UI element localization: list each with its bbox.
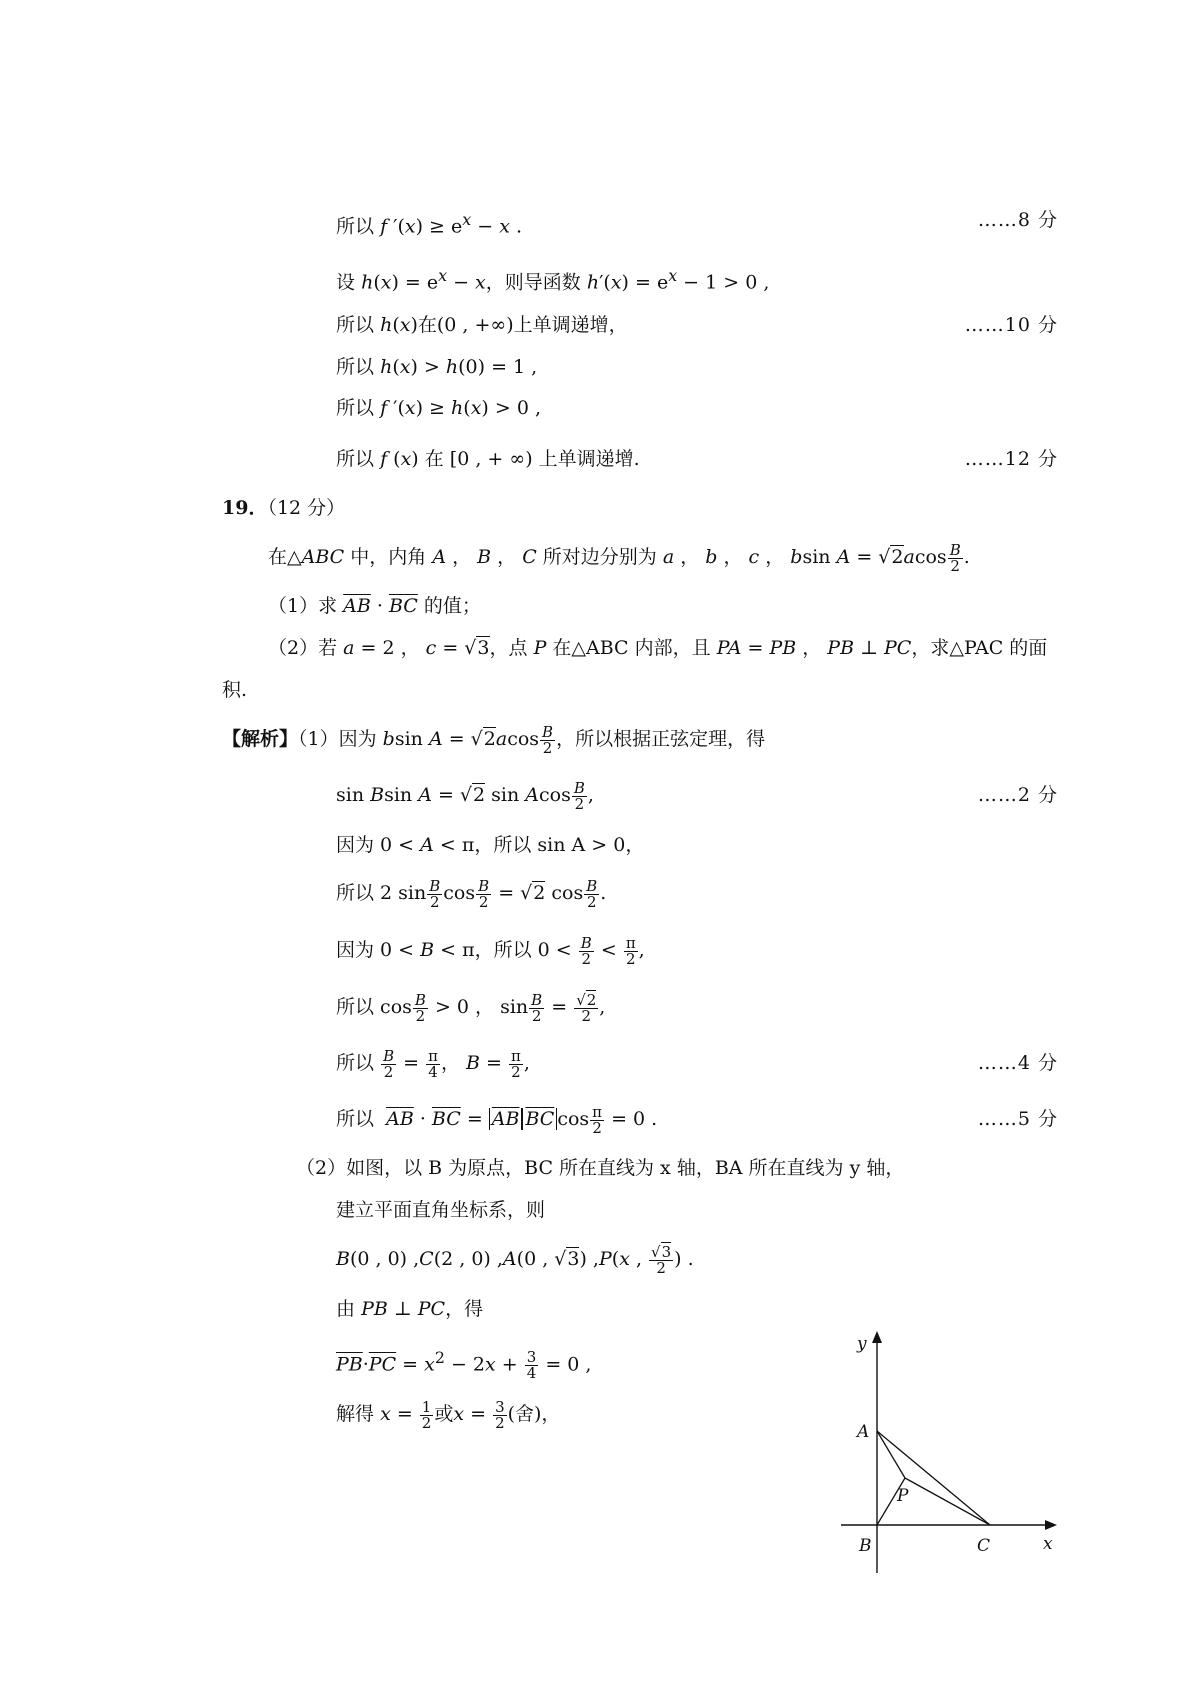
solution-line-equation: $\overline{PB}\cdot\overline{PC} = x^2 - 2x$ + $\frac{3}{4}$ = 0 ,: [336, 1347, 592, 1382]
score-10: ……10 分: [964, 314, 1058, 336]
question-score: （12 分）: [267, 497, 346, 519]
question-19-stem: 在△ABC 中，内角 A ， B ， C 所对边分别为 a ， b ， c ， bsin A = √2acos $\frac{B}{2}$ .: [268, 540, 970, 575]
question-19-part-2: （2）若 a = 2 ， c = √3，点 P 在△ABC 内部，且 PA = PB ， PB ⊥ PC，求△PAC 的面: [268, 637, 1048, 659]
question-number: 19．: [222, 497, 268, 519]
question-19-part-2-wrap: 积.: [222, 679, 248, 701]
solution-line-range-A: 因为 0 < A < π，所以 sin A > 0，: [336, 834, 645, 856]
analysis-label: 【解析】: [222, 728, 299, 750]
solution-part-1-intro: 【解析】（1）因为 bsin A = √2acos $\frac{B}{2}$ ，所以根据正弦定理，得: [222, 722, 766, 757]
point-label-A: A: [857, 1422, 870, 1442]
point-label-B: B: [859, 1536, 872, 1556]
point-label-C: C: [977, 1536, 991, 1556]
segment-AC: [877, 1431, 990, 1525]
solution-line-sine-law: sin Bsin A = √2 sin Acos $\frac{B}{2}$ , ……2 分: [0, 772, 1200, 818]
score-12: ……12 分: [964, 448, 1058, 470]
point-label-P: P: [897, 1486, 909, 1506]
segment-AP: [877, 1431, 905, 1478]
solution-line-solve: 解得 x = $\frac{1}{2}$ 或x = $\frac{3}{2}$ (舍)，: [336, 1397, 561, 1432]
solution-line-sin-half-B: 所以 cos $\frac{B}{2}$ > 0 ， sin $\frac{B}{2}$ = $\frac{√2}{2}$ ,: [336, 990, 606, 1025]
coordinate-figure: [805, 1325, 1065, 1575]
solution-part-2-line-1: （2）如图，以 B 为原点，BC 所在直线为 x 轴，BA 所在直线为 y 轴，: [296, 1157, 905, 1179]
axis-label-y: y: [857, 1334, 867, 1354]
solution-line-dot-product: 所以 $\overline{AB} \cdot \overline{BC} = \overline{AB}$ $\overline{BC}$ cos $\frac{\pi}{2}$ = 0 . ……5 分: [0, 1096, 1200, 1142]
axis-label-x: x: [1043, 1534, 1053, 1554]
solution-part-2-line-2: 建立平面直角坐标系，则: [336, 1199, 546, 1221]
score-4: ……4 分: [977, 1052, 1058, 1074]
solution-line-fprime-gt-0: 所以 f ′(x) ≥ h(x) > 0 ,: [336, 397, 542, 419]
solution-line-h-increasing: 所以 h(x)在(0 , +∞)上单调递增， ……10 分: [0, 302, 1200, 348]
segment-PC: [905, 1478, 990, 1525]
solution-line-perpendicular: 由 PB ⊥ PC，得: [336, 1298, 484, 1320]
solution-line-fprime-geq: 所以 f $'(x) \ge e^x - x$ . ……8 分: [0, 197, 1200, 243]
score-8: ……8 分: [977, 209, 1058, 231]
solution-line-double-angle: 所以 2 sin $\frac{B}{2}$ cos $\frac{B}{2}$ = √2 cos $\frac{B}{2}$ .: [336, 876, 607, 911]
solution-line-coordinates: B(0 , 0) ,C(2 , 0) ,A(0 , √3) ,P(x , $\frac{√3}{2}$ ) .: [336, 1242, 694, 1277]
prefix: 所以: [336, 215, 375, 238]
solution-line-f-increasing: 所以 f (x) 在 [0 , + ∞) 上单调递增. ……12 分: [0, 436, 1200, 482]
solution-line-range-B: 因为 0 < B < π，所以 0 < $\frac{B}{2}$ < $\frac{\pi}{2}$ ,: [336, 933, 645, 968]
score-5: ……5 分: [977, 1108, 1058, 1130]
question-19-header: [0, 485, 1200, 531]
y-axis-arrow-icon: [872, 1331, 882, 1343]
solution-line-B-value: 所以 $\frac{B}{2}$ = $\frac{\pi}{4}$ ， B = $\frac{\pi}{2}$ , ……4 分: [0, 1040, 1200, 1086]
x-axis-arrow-icon: [1045, 1520, 1057, 1530]
solution-line-define-h: 设 $h(x) = e^x - x$，则导函数 $h'(x) = e^x - 1 > 0$ ,: [336, 266, 770, 294]
solution-line-h-gt-1: 所以 h(x) > h(0) = 1 ,: [336, 356, 538, 378]
question-19-part-1: （1）求 $\overline{AB} \cdot \overline{BC}$ 的值；: [268, 595, 481, 617]
score-2: ……2 分: [977, 784, 1058, 806]
